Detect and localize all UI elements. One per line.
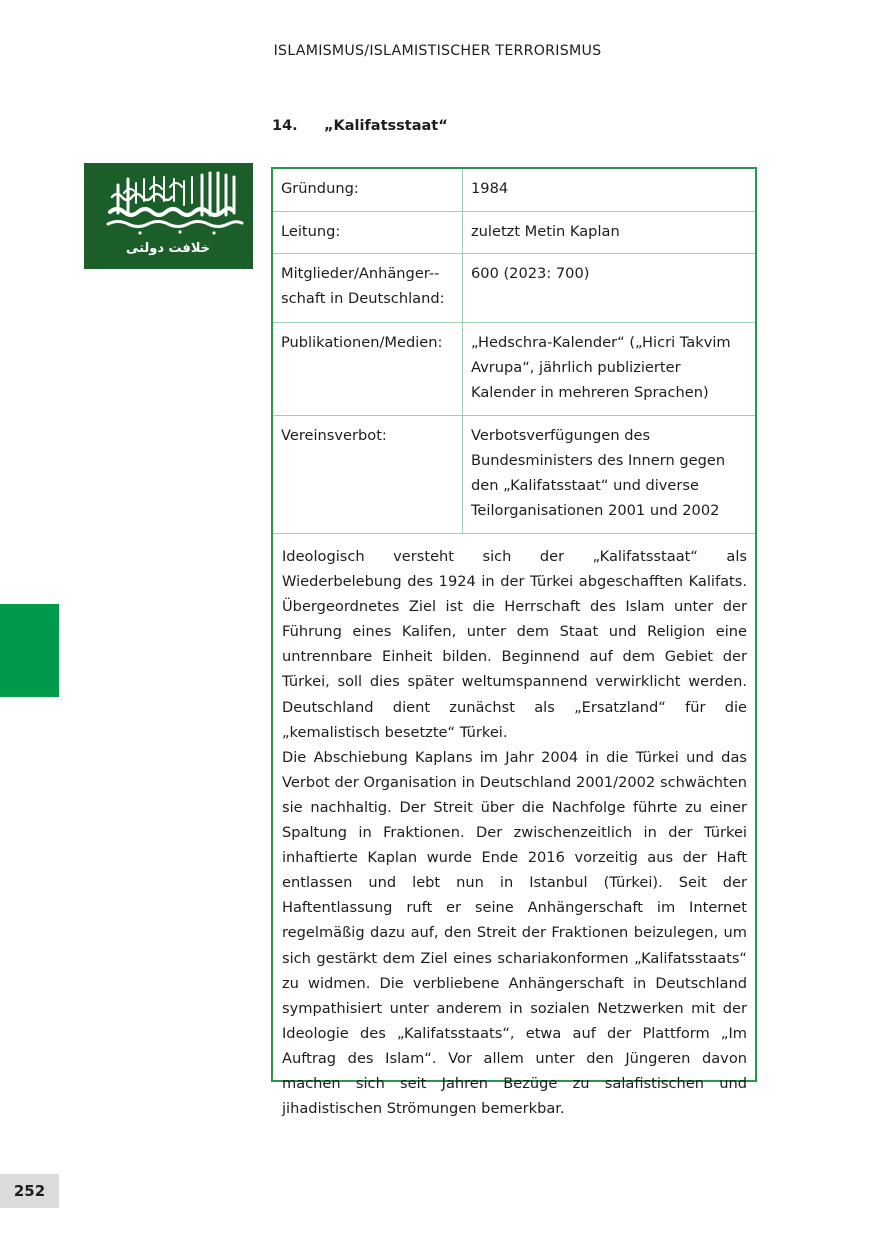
organization-flag-image: [84, 163, 253, 269]
facts-row-publications: [273, 323, 755, 416]
description-text: [273, 534, 755, 1121]
facts-label: Vereinsverbot:: [273, 416, 463, 534]
facts-value: „Hedschra-Kalender“ („Hicri Takvim Avrupa“, jährlich publizierter Kalender in mehreren Sprachen): [463, 323, 756, 416]
facts-label: Publikationen/Medien:: [273, 323, 463, 416]
description-paragraph: Die Abschiebung Kaplans im Jahr 2004 in die Türkei und das Verbot der Organisation in Deutschland 2001/2002 schwächten sie nachhaltig. Der Streit über die Nachfolge führte zu einer Spaltung in Fraktionen. Der zwischenzeitlich in der Türkei inhaftierte Kaplan wurde Ende 2016 vorzeitig aus der Haft entlassen und lebt nun in Istanbul (Türkei). Seit der Haftentlassung ruft er seine Anhängerschaft im Internet regelmäßig dazu auf, den Streit der Fraktionen beizulegen, um sich gestärkt dem Ziel eines schariakonformen „Kalifatsstaats“ zu widmen. Die verbliebene Anhängerschaft in Deutschland sympathisiert unter anderem in sozialen Netzwerken mit der Ideologie des „Kalifatsstaats“, etwa auf der Plattform „Im Auftrag des Islam“. Vor allem unter den Jüngeren davon machen sich seit Jahren Bezüge zu salafistischen und jihadistischen Strömungen bemerkbar.: [282, 748, 747, 1118]
facts-row-membership: [273, 254, 755, 323]
facts-value: zuletzt Metin Kaplan: [463, 212, 756, 254]
facts-value: Verbotsverfügungen des Bundesministers des Innern gegen den „Kalifatsstaat“ und diverse Teilorganisationen 2001 und 2002: [463, 416, 756, 534]
facts-value: 1984: [463, 169, 756, 212]
facts-row-ban: [273, 416, 755, 534]
page-number: 252: [0, 1174, 59, 1208]
flag-calligraphy-graphic: [84, 163, 253, 269]
description-paragraph: Ideologisch versteht sich der „Kalifatsstaat“ als Wiederbelebung des 1924 in der Türkei abgeschafften Kalifats. Übergeordnetes Ziel ist die Herrschaft des Islam unter der Führung eines Kalifen, unter dem Staat und Religion eine untrennbare Einheit bilden. Beginnend auf dem Gebiet der Türkei, soll dies später weltumspannend verwirklicht werden. Deutschland dient zunächst als „Ersatzland“ für die „kemalistisch besetzte“ Türkei.: [282, 548, 747, 741]
facts-table: [273, 169, 755, 534]
organization-profile-box: [271, 167, 757, 1118]
section-title: „Kalifatsstaat“: [324, 118, 448, 134]
facts-label: Gründung:: [273, 169, 463, 212]
facts-label: Leitung:: [273, 212, 463, 254]
facts-row-founding: [273, 169, 755, 212]
flag-caption: خلافت دولتی: [125, 241, 211, 256]
section-heading: [272, 118, 448, 134]
running-head: ISLAMISMUS/ISLAMISTISCHER TERRORISMUS: [273, 43, 602, 59]
facts-value: 600 (2023: 700): [463, 254, 756, 323]
facts-row-leadership: [273, 212, 755, 254]
section-number: 14.: [272, 118, 298, 134]
chapter-marker-tab: [0, 604, 59, 697]
facts-label: Mitglieder/Anhänger-schaft in Deutschland:: [273, 254, 463, 323]
